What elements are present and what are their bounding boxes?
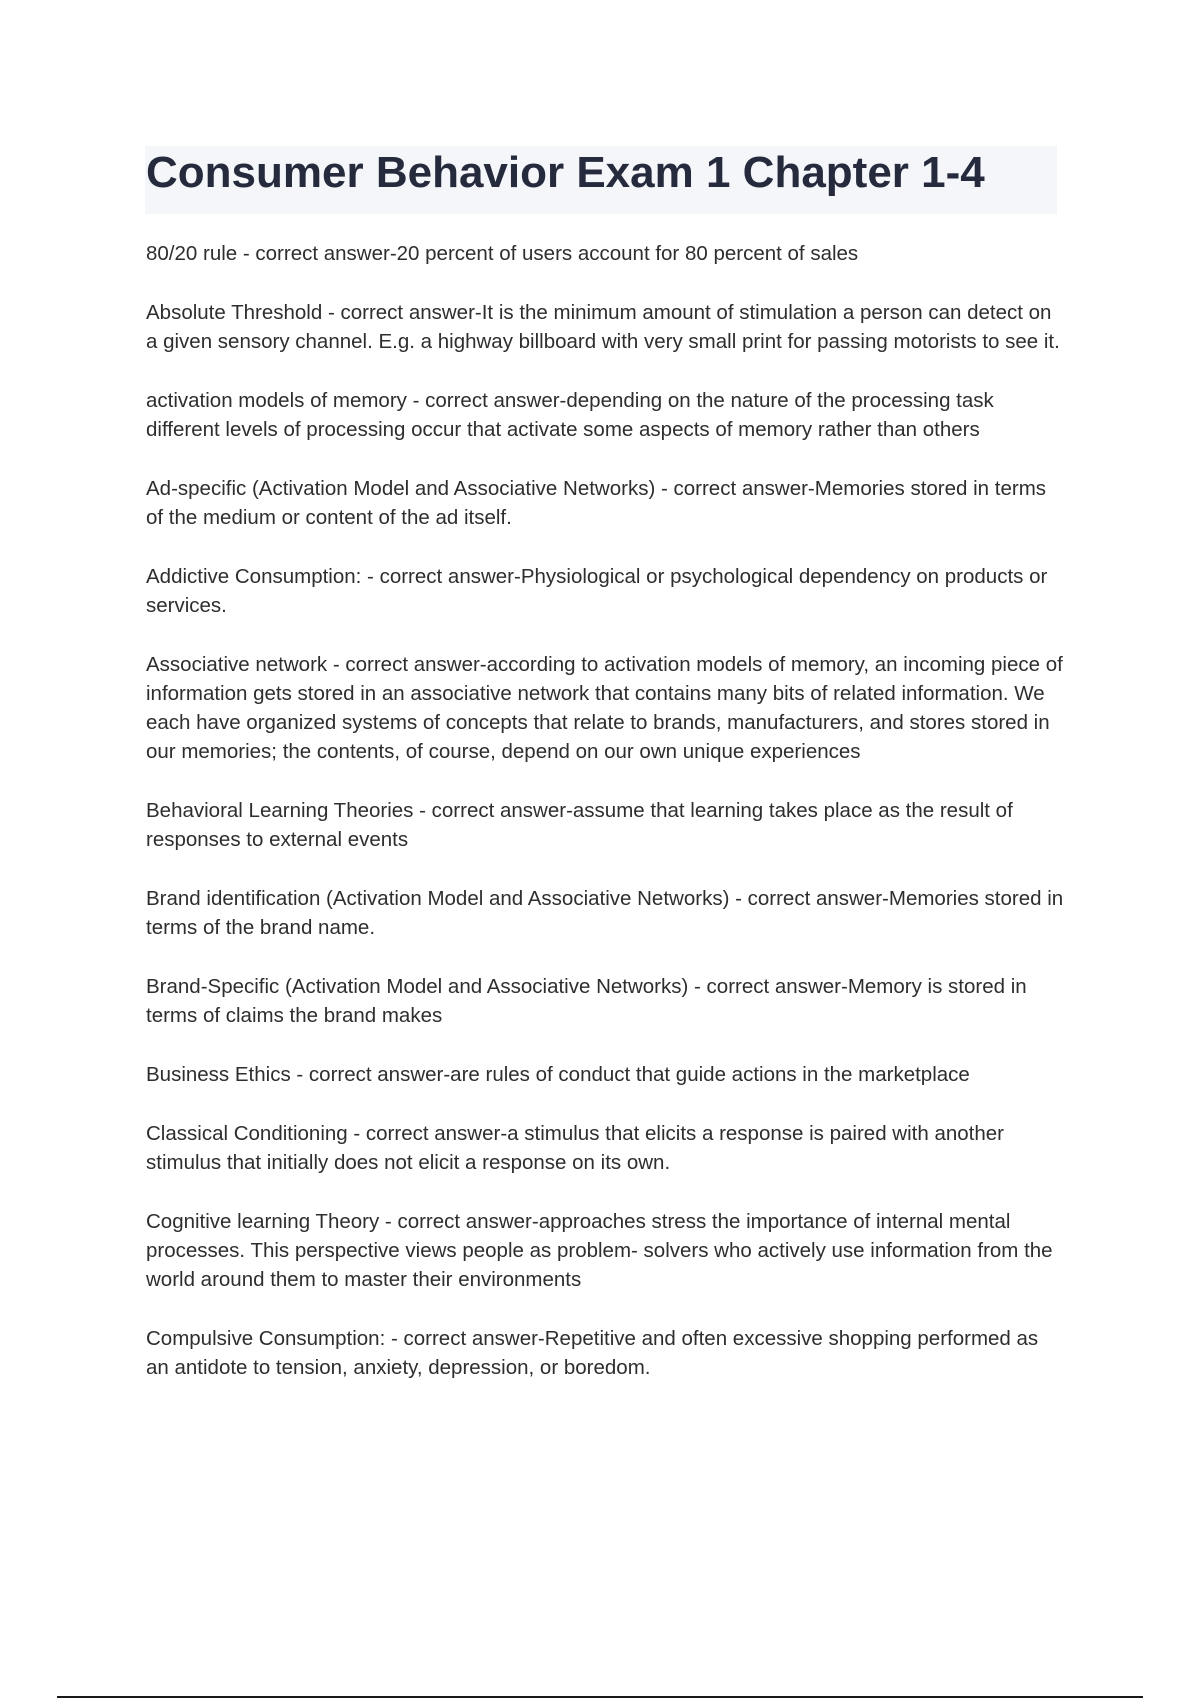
glossary-entry: Classical Conditioning - correct answer-a stimulus that elicits a response is paired with another stimulus that initially does not elicit a response on its own. bbox=[146, 1122, 1004, 1174]
glossary-entry: 80/20 rule - correct answer-20 percent of users account for 80 percent of sales bbox=[146, 242, 859, 265]
glossary-entry: Associative network - correct answer-according to activation models of memory, an incoming piece of information gets stored in an associative network that contains many bits of related information. We each have organized systems of concepts that relate to brands, manufacturers, and stores stored in our memories; the contents, of course, depend on our own unique experiences bbox=[146, 653, 1063, 763]
document-title: Consumer Behavior Exam 1 Chapter 1-4 bbox=[146, 148, 985, 197]
glossary-entry: Business Ethics - correct answer-are rules of conduct that guide actions in the marketplace bbox=[146, 1063, 970, 1086]
glossary-entry: Absolute Threshold - correct answer-It is the minimum amount of stimulation a person can detect on a given sensory channel. E.g. a highway billboard with very small print for passing motorists to see it. bbox=[146, 301, 1060, 353]
glossary-entry: Cognitive learning Theory - correct answer-approaches stress the importance of internal mental processes. This perspective views people as problem- solvers who actively use information from the world around them to master their environments bbox=[146, 1210, 1053, 1291]
page-bottom-divider bbox=[57, 1696, 1143, 1698]
glossary-list bbox=[146, 239, 1064, 1412]
glossary-entry: Brand-Specific (Activation Model and Associative Networks) - correct answer-Memory is stored in terms of claims the brand makes bbox=[146, 975, 1027, 1027]
glossary-entry: Brand identification (Activation Model and Associative Networks) - correct answer-Memories stored in terms of the brand name. bbox=[146, 887, 1064, 939]
glossary-entry: Ad-specific (Activation Model and Associative Networks) - correct answer-Memories stored in terms of the medium or content of the ad itself. bbox=[146, 477, 1047, 529]
glossary-entry: Compulsive Consumption: - correct answer-Repetitive and often excessive shopping performed as an antidote to tension, anxiety, depression, or boredom. bbox=[146, 1327, 1039, 1379]
glossary-entry: Addictive Consumption: - correct answer-Physiological or psychological dependency on products or services. bbox=[146, 565, 1048, 617]
glossary-entry: activation models of memory - correct answer-depending on the nature of the processing task different levels of processing occur that activate some aspects of memory rather than others bbox=[146, 389, 994, 441]
glossary-entry: Behavioral Learning Theories - correct answer-assume that learning takes place as the result of responses to external events bbox=[146, 799, 1013, 851]
